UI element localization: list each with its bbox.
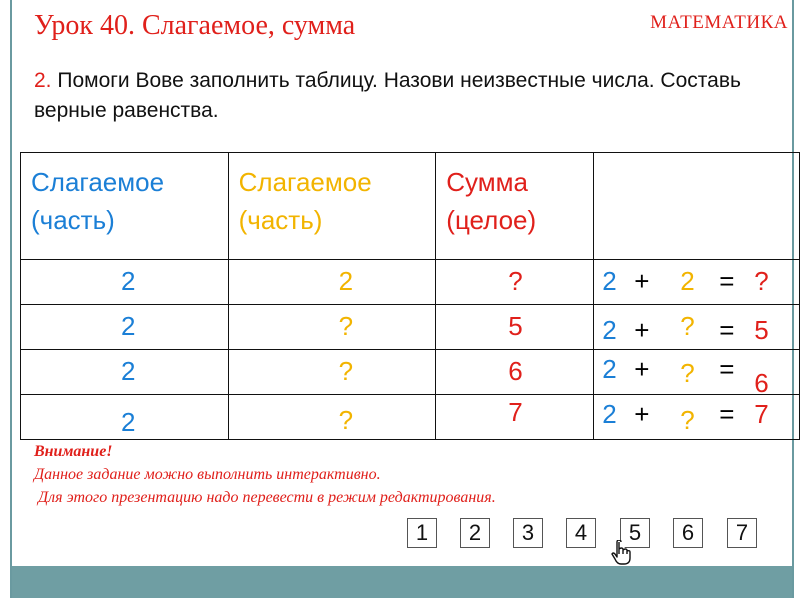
table-row [21, 395, 800, 440]
header-addend-2 [228, 153, 436, 260]
eq-addend-1: 2 [602, 315, 617, 345]
sum-cell[interactable] [436, 305, 594, 350]
addend-2-value[interactable]: 2 [338, 266, 354, 296]
task-number: 2. [34, 69, 52, 92]
nav-button-5[interactable]: 5 [620, 518, 650, 548]
lesson-title: Урок 40. Слагаемое, сумма [34, 10, 356, 41]
table-header-row [21, 153, 800, 260]
addend-1-value: 2 [121, 311, 136, 341]
header-addend-1-title: Слагаемое [31, 167, 165, 197]
addend-1-cell [21, 305, 229, 350]
eq-sum[interactable]: 5 [754, 315, 769, 345]
equation [594, 305, 799, 349]
nav-button-1[interactable]: 1 [407, 518, 437, 548]
equation-cell [594, 350, 800, 398]
eq-addend-2[interactable]: 2 [680, 266, 695, 296]
sum-value[interactable]: 7 [508, 397, 523, 427]
sum-value[interactable]: ? [508, 266, 523, 296]
header-sum-sub: (целое) [446, 205, 537, 235]
addend-2-value[interactable]: ? [338, 311, 354, 341]
table-row [21, 350, 800, 395]
header-equation [594, 153, 800, 260]
eq-sum[interactable]: ? [754, 266, 769, 296]
sum-cell[interactable] [436, 395, 594, 440]
eq-equals: = [719, 266, 735, 296]
eq-plus: + [634, 266, 650, 296]
nav-button-3[interactable]: 3 [513, 518, 543, 548]
eq-equals: = [719, 354, 735, 384]
header-addend-2-title: Слагаемое [238, 167, 372, 197]
eq-plus: + [634, 315, 650, 345]
eq-plus: + [634, 354, 650, 384]
eq-addend-1: 2 [602, 354, 617, 384]
sum-cell[interactable] [436, 260, 594, 305]
addend-1-cell [21, 395, 229, 440]
addend-1-value: 2 [121, 356, 136, 386]
task-text: Помоги Вове заполнить таблицу. Назови неизвестные числа. Составь верные равенства. [34, 69, 741, 122]
task-instructions [34, 66, 794, 126]
equation [594, 395, 799, 439]
equation [594, 350, 799, 398]
addend-1-cell [21, 350, 229, 395]
addend-2-cell[interactable] [228, 395, 436, 440]
addend-1-value: 2 [121, 266, 136, 296]
addend-1-value: 2 [121, 407, 136, 437]
addend-2-cell[interactable] [228, 260, 436, 305]
eq-addend-1: 2 [602, 399, 617, 429]
footer-bar [12, 566, 792, 598]
header-addend-1 [21, 153, 229, 260]
sum-cell[interactable] [436, 350, 594, 395]
nav-button-4[interactable]: 4 [566, 518, 596, 548]
table-row [21, 260, 800, 305]
header-addend-2-sub: (часть) [238, 205, 323, 235]
addend-1-cell [21, 260, 229, 305]
eq-addend-1: 2 [602, 266, 617, 296]
eq-addend-2[interactable]: ? [680, 358, 695, 388]
addend-2-value[interactable]: ? [338, 405, 354, 435]
nav-button-7[interactable]: 7 [727, 518, 757, 548]
eq-equals: = [719, 399, 735, 429]
addition-table [20, 152, 800, 440]
addend-2-cell[interactable] [228, 350, 436, 395]
sum-value[interactable]: 5 [508, 311, 523, 341]
eq-sum[interactable]: 6 [754, 368, 769, 398]
addend-2-value[interactable]: ? [338, 356, 354, 386]
nav-button-6[interactable]: 6 [673, 518, 703, 548]
eq-plus: + [634, 399, 650, 429]
sum-value[interactable]: 6 [508, 356, 523, 386]
eq-equals: = [719, 315, 735, 345]
equation-cell [594, 260, 800, 305]
header-sum [436, 153, 594, 260]
equation [594, 260, 799, 304]
attention-note [34, 440, 496, 509]
equation-cell [594, 395, 800, 440]
hand-pointer-icon [610, 540, 634, 566]
addend-2-cell[interactable] [228, 305, 436, 350]
note-heading: Внимание! [34, 443, 113, 460]
note-line-1: Данное задание можно выполнить интерактивно. [34, 466, 381, 483]
eq-sum[interactable]: 7 [754, 399, 769, 429]
nav-button-2[interactable]: 2 [460, 518, 490, 548]
note-line-2: Для этого презентацию надо перевести в режим редактирования. [38, 489, 496, 506]
header-addend-1-sub: (часть) [31, 205, 115, 235]
equation-cell [594, 305, 800, 350]
subject-label: МАТЕМАТИКА [650, 12, 788, 33]
header-sum-title: Сумма [446, 167, 528, 197]
eq-addend-2[interactable]: ? [680, 405, 695, 435]
table-row [21, 305, 800, 350]
eq-addend-2[interactable]: ? [680, 311, 695, 341]
